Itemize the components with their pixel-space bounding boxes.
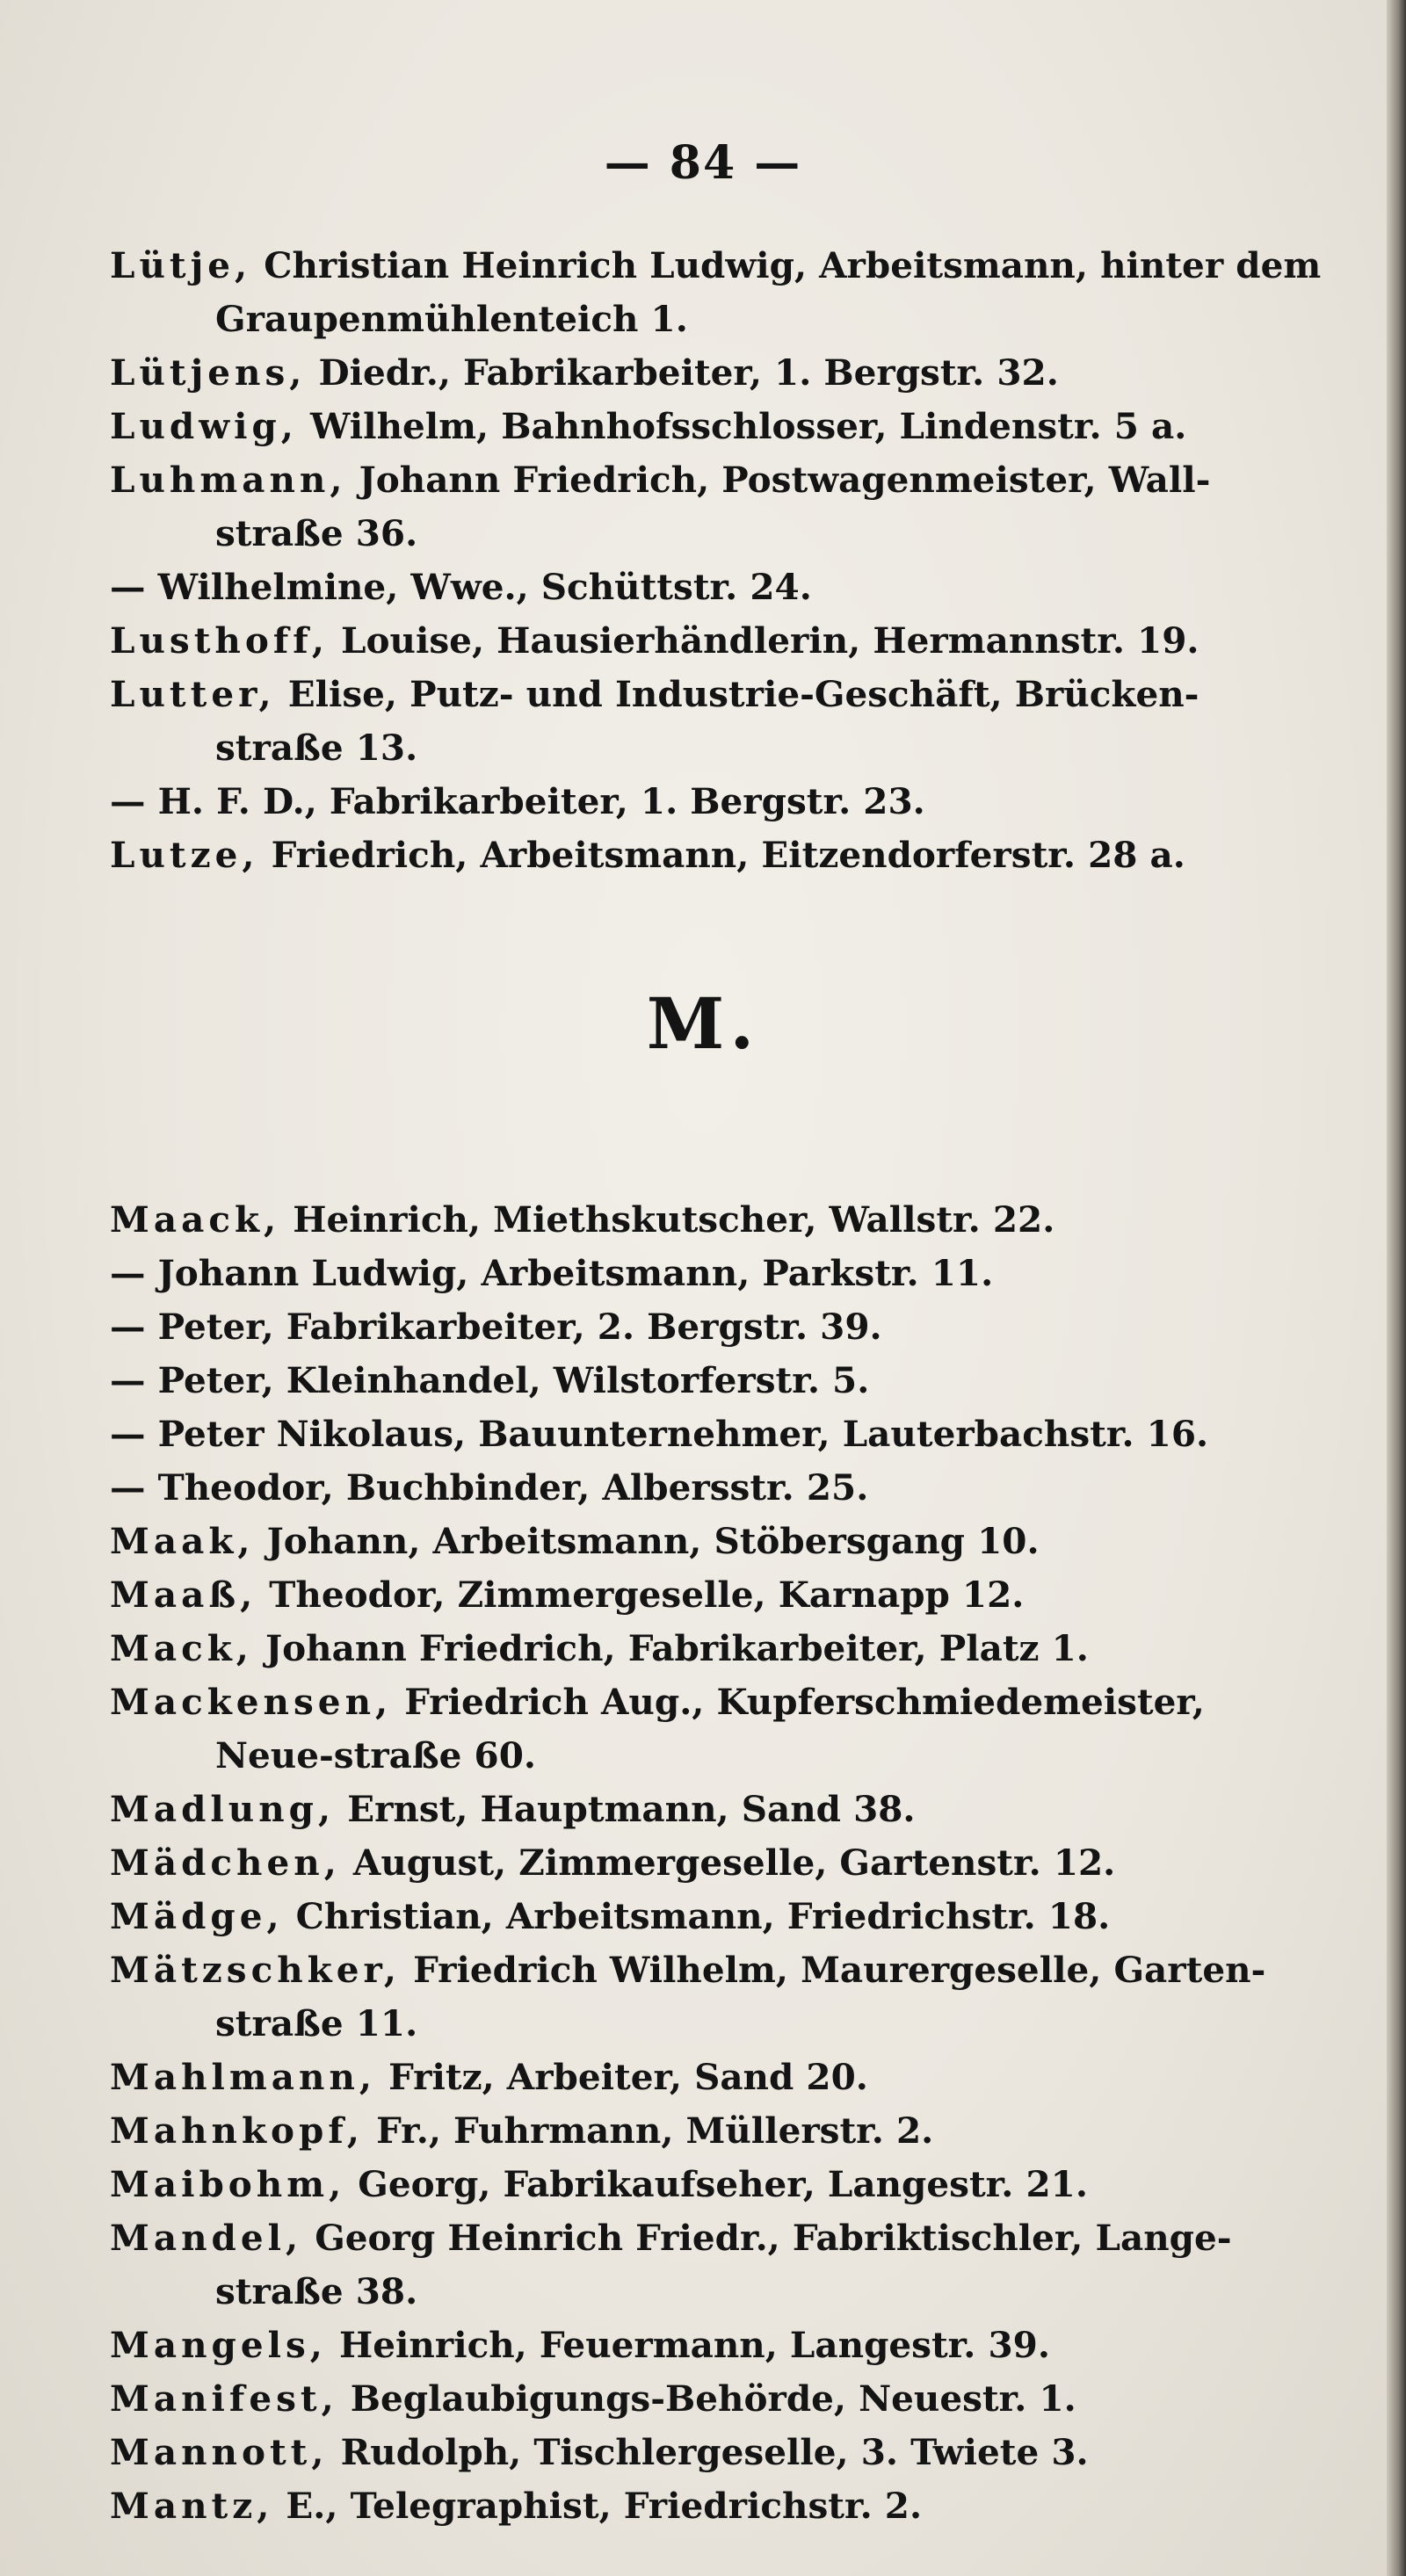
directory-entry — [110, 775, 1323, 829]
entry-name: Lutter, — [110, 673, 276, 715]
directory-entry — [110, 2426, 1323, 2479]
entries-section-l — [110, 239, 1323, 882]
directory-entry — [110, 829, 1323, 882]
entry-details: Christian Heinrich Ludwig, Arbeitsmann, hinter dem Graupenmühlenteich 1. — [215, 244, 1322, 340]
directory-entry — [110, 453, 1323, 561]
page-number: — 84 — — [604, 136, 802, 190]
directory-entry — [110, 1407, 1323, 1461]
entry-name: Lusthoff, — [110, 619, 329, 662]
entry-name: Maaß, — [110, 1574, 257, 1616]
entry-name: Mädchen, — [110, 1842, 341, 1884]
entry-details: Georg, Fabrikaufseher, Langestr. 21. — [345, 2163, 1088, 2205]
directory-entry — [110, 1461, 1323, 1515]
entry-name: Mack, — [110, 1627, 253, 1669]
entry-name: Maack, — [110, 1198, 281, 1241]
directory-entry — [110, 1836, 1323, 1890]
directory-entry — [110, 1675, 1323, 1783]
entry-details: — Johann Ludwig, Arbeitsmann, Parkstr. 11. — [110, 1252, 994, 1294]
entry-details: — Peter Nikolaus, Bauunternehmer, Lauterbachstr. 16. — [110, 1413, 1209, 1455]
entry-details: — H. F. D., Fabrikarbeiter, 1. Bergstr. 23. — [110, 780, 925, 822]
directory-entry — [110, 614, 1323, 668]
section-heading-m: M. — [646, 982, 760, 1065]
entry-name: Mätzschker, — [110, 1949, 402, 1991]
entry-details: — Peter, Fabrikarbeiter, 2. Bergstr. 39. — [110, 1306, 882, 1348]
entry-details: — Theodor, Buchbinder, Albersstr. 25. — [110, 1466, 869, 1509]
entry-name: Madlung, — [110, 1788, 336, 1830]
entry-details: Heinrich, Feuermann, Langestr. 39. — [326, 2324, 1050, 2366]
entry-details: E., Telegraphist, Friedrichstr. 2. — [273, 2485, 923, 2527]
entry-details: — Peter, Kleinhandel, Wilstorferstr. 5. — [110, 1359, 870, 1401]
entry-name: Lutze, — [110, 834, 259, 876]
entry-details: Beglaubigungs-Behörde, Neuestr. 1. — [337, 2377, 1076, 2420]
directory-entry — [110, 1622, 1323, 1675]
entry-details: Elise, Putz- und Industrie-Geschäft, Brücken-straße 13. — [215, 673, 1199, 769]
directory-entry — [110, 2372, 1323, 2426]
entry-details: Heinrich, Miethskutscher, Wallstr. 22. — [280, 1198, 1055, 1241]
entry-details: Johann Friedrich, Postwagenmeister, Wall-straße 36. — [215, 459, 1211, 554]
directory-entry — [110, 2319, 1323, 2372]
directory-entry — [110, 561, 1323, 614]
entry-details: Johann, Arbeitsmann, Stöbersgang 10. — [254, 1520, 1040, 1562]
directory-entry — [110, 1193, 1323, 1247]
entry-details: August, Zimmergeselle, Gartenstr. 12. — [340, 1842, 1116, 1884]
directory-entry — [110, 2051, 1323, 2104]
entry-name: Mahlmann, — [110, 2056, 376, 2098]
directory-entry — [110, 1568, 1323, 1622]
book-spine-shadow — [1387, 0, 1406, 2576]
entry-name: Mantz, — [110, 2485, 274, 2527]
entry-name: Mahnkopf, — [110, 2109, 364, 2152]
directory-entry — [110, 1300, 1323, 1354]
entry-details: Johann Friedrich, Fabrikarbeiter, Platz 1. — [252, 1627, 1089, 1669]
entry-name: Mackensen, — [110, 1681, 393, 1723]
entries-section-m — [110, 1193, 1323, 2533]
directory-entry — [110, 1890, 1323, 1943]
entry-name: Lütjens, — [110, 351, 307, 394]
entry-name: Maak, — [110, 1520, 255, 1562]
directory-entry — [110, 400, 1323, 453]
directory-entry — [110, 346, 1323, 400]
directory-entry — [110, 1515, 1323, 1568]
entry-details: Fr., Fuhrmann, Müllerstr. 2. — [364, 2109, 934, 2152]
entry-details: Theodor, Zimmergeselle, Karnapp 12. — [257, 1574, 1025, 1616]
entry-name: Mandel, — [110, 2217, 303, 2259]
entry-name: Ludwig, — [110, 405, 298, 447]
entry-details: Georg Heinrich Friedr., Fabriktischler, Lange-straße 38. — [215, 2217, 1232, 2312]
entry-details: Ernst, Hauptmann, Sand 38. — [335, 1788, 916, 1830]
entry-details: Louise, Hausierhändlerin, Hermannstr. 19. — [328, 619, 1199, 662]
directory-entry — [110, 2211, 1323, 2319]
entry-name: Manifest, — [110, 2377, 338, 2420]
entry-name: Lütje, — [110, 244, 252, 286]
entry-details: Christian, Arbeitsmann, Friedrichstr. 18. — [283, 1895, 1111, 1937]
entry-details: Rudolph, Tischlergeselle, 3. Twiete 3. — [328, 2431, 1089, 2473]
entry-name: Luhmann, — [110, 459, 347, 501]
directory-entry — [110, 2479, 1323, 2533]
entry-details: — Wilhelmine, Wwe., Schüttstr. 24. — [110, 566, 812, 608]
directory-entry — [110, 2158, 1323, 2211]
directory-entry — [110, 239, 1323, 346]
directory-entry — [110, 1783, 1323, 1836]
directory-entry — [110, 1354, 1323, 1407]
entry-name: Maibohm, — [110, 2163, 346, 2205]
entry-details: Friedrich, Arbeitsmann, Eitzendorferstr. 28 a. — [258, 834, 1185, 876]
directory-entry — [110, 2104, 1323, 2158]
directory-entry — [110, 1247, 1323, 1300]
entry-details: Fritz, Arbeiter, Sand 20. — [376, 2056, 868, 2098]
directory-entry — [110, 1943, 1323, 2051]
entry-details: Diedr., Fabrikarbeiter, 1. Bergstr. 32. — [306, 351, 1059, 394]
entry-details: Wilhelm, Bahnhofsschlosser, Lindenstr. 5 a. — [297, 405, 1187, 447]
entry-details: Friedrich Aug., Kupferschmiedemeister, Neue-straße 60. — [215, 1681, 1205, 1776]
entry-name: Mädge, — [110, 1895, 284, 1937]
entry-name: Mangels, — [110, 2324, 327, 2366]
entry-details: Friedrich Wilhelm, Maurergeselle, Garten-straße 11. — [215, 1949, 1266, 2044]
entry-name: Mannott, — [110, 2431, 329, 2473]
directory-entry — [110, 668, 1323, 775]
